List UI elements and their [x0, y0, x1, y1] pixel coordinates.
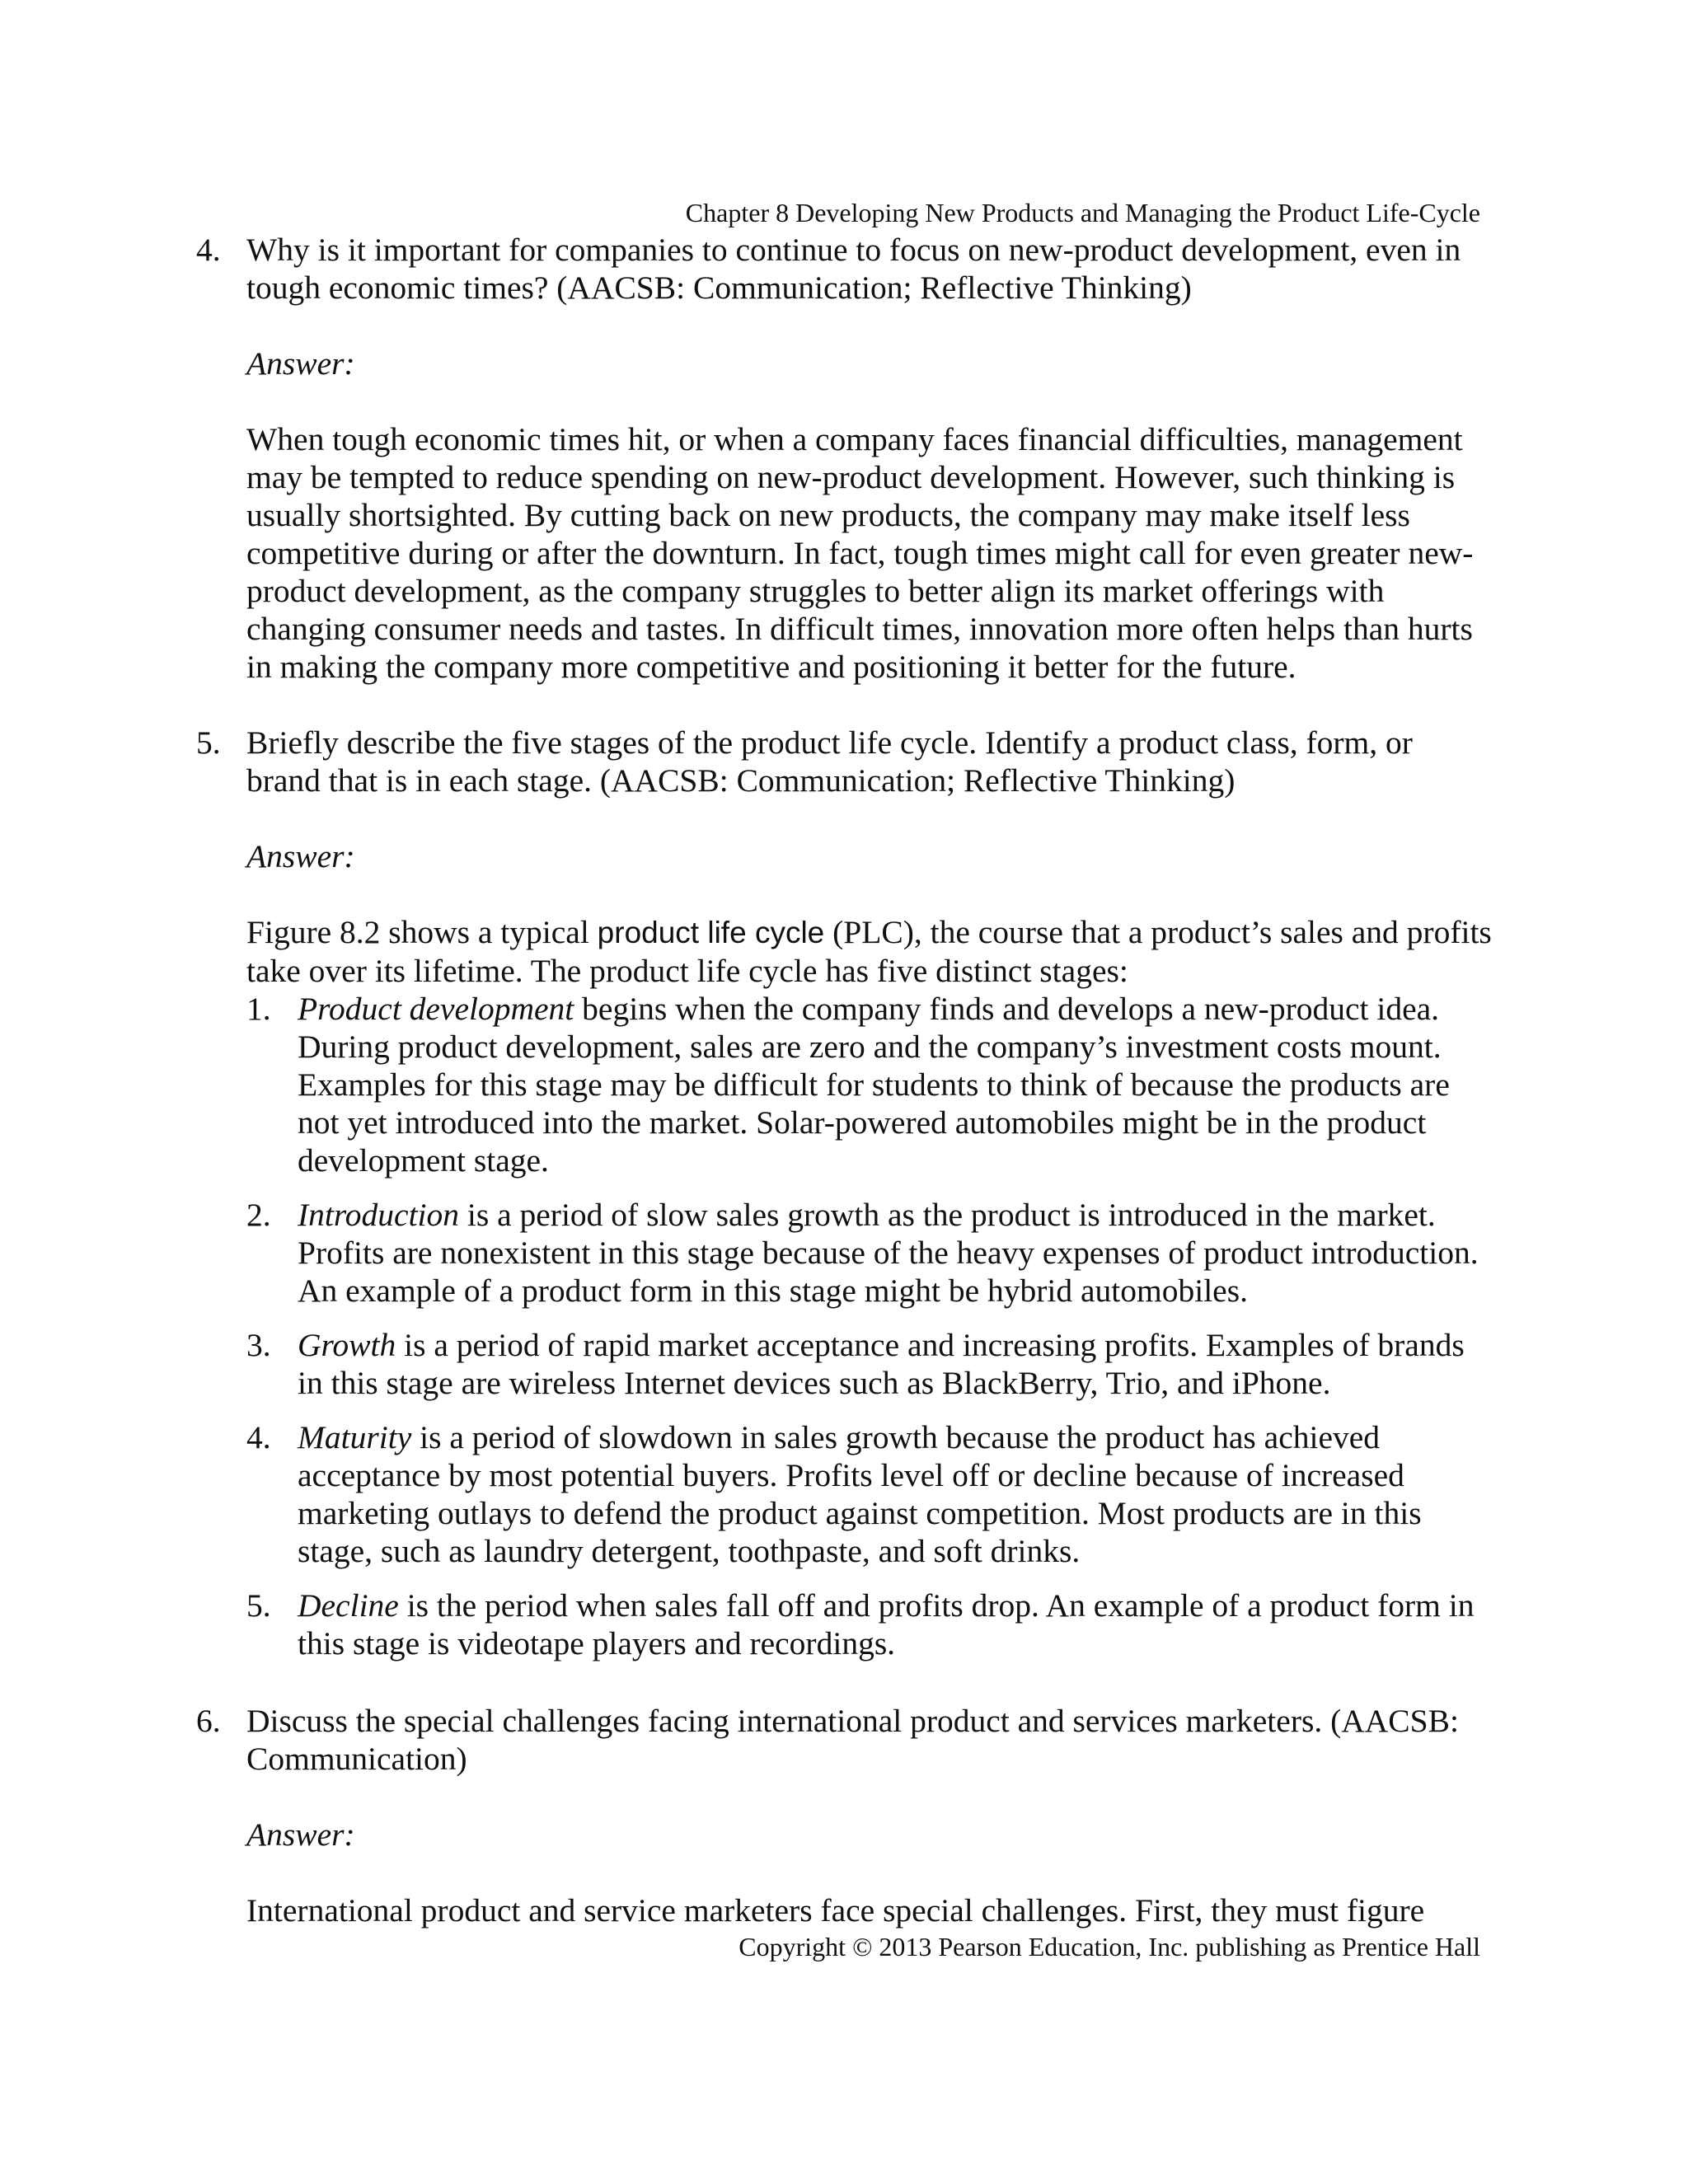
list-item-number: 2.	[246, 1197, 271, 1233]
stage-text: begins when the company finds and develops a new-product idea. During product development, sales are zero and the company’s investment costs mount. Examples for this stage may be difficult for students to think of because the products are not yet introduced into the market. Solar-powered automobiles might be in the product development stage.	[298, 991, 1450, 1179]
list-item-number: 1.	[246, 991, 271, 1027]
list-item	[196, 1196, 1494, 1310]
list-item-number: 5.	[246, 1587, 271, 1624]
list-item	[196, 1326, 1494, 1402]
answer-intro-start: Figure 8.2 shows a typical	[246, 914, 598, 950]
stage-term: Maturity	[298, 1419, 412, 1455]
answer-intro-term: product life cycle	[597, 916, 825, 949]
page-content	[196, 231, 1494, 1929]
question-number: 4.	[196, 232, 221, 268]
answer-intro	[196, 913, 1494, 990]
question-text: Why is it important for companies to continue to focus on new-product development, even in tough economic times? (AACSB: Communication; Reflective Thinking)	[246, 232, 1461, 306]
question-4	[196, 231, 1494, 307]
list-item	[196, 1418, 1494, 1570]
list-item	[196, 1586, 1494, 1662]
question-number: 5.	[196, 724, 221, 761]
question-6	[196, 1702, 1494, 1778]
stage-text: is a period of slowdown in sales growth because the product has achieved acceptance by most potential buyers. Profits level off or decline because of increased marketing outlays to defend the product against competition. Most products are in this stage, such as laundry detergent, toothpaste, and soft drinks.	[298, 1419, 1422, 1569]
question-text: Discuss the special challenges facing international product and services marketers. (AACSB: Communication)	[246, 1703, 1459, 1777]
answer-text: International product and service marketers face special challenges. First, they must figure	[246, 1892, 1425, 1929]
stage-term: Product development	[298, 991, 574, 1027]
stage-term: Decline	[298, 1587, 399, 1624]
stage-text: is a period of rapid market acceptance and increasing profits. Examples of brands in this stage are wireless Internet devices such as BlackBerry, Trio, and iPhone.	[298, 1327, 1465, 1401]
list-item-number: 4.	[246, 1419, 271, 1455]
page-header: Chapter 8 Developing New Products and Managing the Product Life-Cycle	[685, 198, 1480, 227]
stages-list	[196, 990, 1494, 1662]
answer-label: Answer:	[246, 345, 355, 382]
answer-label: Answer:	[246, 838, 355, 874]
answer-intro-end: (PLC), the course that a product’s sales and profits take over its lifetime. The product life cycle has five distinct stages:	[246, 914, 1492, 989]
page-footer: Copyright © 2013 Pearson Education, Inc. publishing as Prentice Hall	[738, 1932, 1480, 1961]
question-number: 6.	[196, 1703, 221, 1739]
stage-term: Introduction	[298, 1197, 460, 1233]
stage-text: is a period of slow sales growth as the product is introduced in the market. Profits are nonexistent in this stage because of the heavy expenses of product introduction. An example of a product form in this stage might be hybrid automobiles.	[298, 1197, 1479, 1309]
list-item-number: 3.	[246, 1327, 271, 1363]
question-5	[196, 724, 1494, 799]
answer-text: When tough economic times hit, or when a company faces financial difficulties, management may be tempted to reduce spending on new-product development. However, such thinking is usually shortsighted. By cutting back on new products, the company may make itself less competitive during or after the downturn. In fact, tough times might call for even greater new-product development, as the company struggles to better align its market offerings with changing consumer needs and tastes. In difficult times, innovation more often helps than hurts in making the company more competitive and positioning it better for the future.	[246, 421, 1474, 685]
stage-term: Growth	[298, 1327, 396, 1363]
stage-text: is the period when sales fall off and profits drop. An example of a product form in this stage is videotape players and recordings.	[298, 1587, 1475, 1661]
answer-label: Answer:	[246, 1816, 355, 1853]
list-item	[196, 990, 1494, 1179]
question-text: Briefly describe the five stages of the product life cycle. Identify a product class, form, or brand that is in each stage. (AACSB: Communication; Reflective Thinking)	[246, 724, 1413, 799]
